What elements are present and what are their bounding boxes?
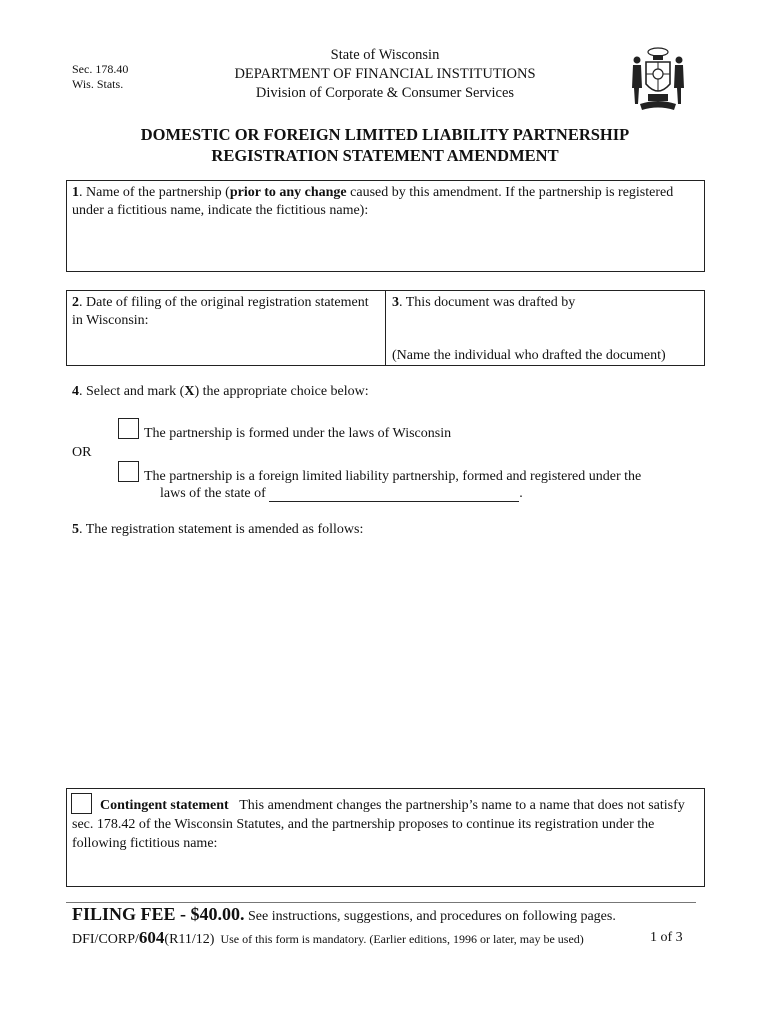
item5-number: 5	[72, 522, 79, 537]
item4-number: 4	[72, 384, 79, 399]
drafter-field[interactable]	[392, 294, 575, 312]
filing-fee-label: FILING FEE - $40.00.	[72, 904, 245, 924]
form-prefix: DFI/CORP/	[72, 932, 139, 947]
item2-number: 2	[72, 295, 79, 310]
item5-label	[72, 522, 363, 538]
foreign-state-input[interactable]	[269, 487, 519, 502]
foreign-checkbox[interactable]	[118, 461, 139, 482]
item1-number: 1	[72, 185, 79, 200]
header-state: State of Wisconsin	[330, 47, 440, 63]
contingent-statement-box	[66, 788, 705, 887]
item4-label	[72, 384, 369, 400]
item1-text-a: . Name of the partnership (	[79, 185, 230, 200]
or-separator: OR	[72, 445, 92, 460]
foreign-state-period: .	[519, 486, 523, 501]
item3-number: 3	[392, 295, 399, 310]
partnership-name-field[interactable]	[66, 180, 705, 272]
title-line-1: DOMESTIC OR FOREIGN LIMITED LIABILITY PARTNERSHIP	[140, 125, 630, 144]
form-revision: (R11/12)	[164, 932, 215, 947]
item5-text: . The registration statement is amended as follows:	[79, 522, 364, 537]
page-number: 1 of 3	[650, 930, 683, 945]
contingent-text	[72, 796, 698, 853]
domestic-option-label: The partnership is formed under the laws of Wisconsin	[144, 426, 452, 441]
form-id	[72, 928, 584, 948]
header-division: Division of Corporate & Consumer Services	[255, 85, 515, 101]
statute-source: Wis. Stats.	[72, 77, 124, 91]
item2-text: . Date of filing of the original registration statement in Wisconsin:	[72, 295, 369, 328]
header-department: DEPARTMENT OF FINANCIAL INSTITUTIONS	[234, 66, 536, 82]
domestic-checkbox[interactable]	[118, 418, 139, 439]
agency-header	[200, 46, 570, 103]
filing-date-field[interactable]	[72, 294, 372, 330]
item4-mark: X	[184, 384, 195, 399]
filing-fee-text: See instructions, suggestions, and procedures on following pages.	[248, 909, 616, 924]
box-divider	[385, 291, 386, 365]
statute-reference	[72, 62, 128, 92]
wisconsin-seal-icon	[626, 44, 690, 116]
contingent-body: This amendment changes the partnership’s name to a name that does not satisfy sec. 178.42 of the Wisconsin Statutes, and the partnership proposes to continue its registration under the following fictitious name:	[72, 798, 685, 851]
foreign-state-label: laws of the state of	[160, 486, 266, 501]
drafter-note: (Name the individual who drafted the document)	[392, 348, 666, 363]
filing-fee	[72, 904, 616, 925]
form-usage-note: Use of this form is mandatory. (Earlier editions, 1996 or later, may be used)	[220, 932, 584, 946]
title-line-2: REGISTRATION STATEMENT AMENDMENT	[211, 146, 559, 165]
foreign-option-label: The partnership is a foreign limited liability partnership, formed and registered under the	[144, 469, 642, 484]
item1-text-b: caused by this amendment. If the partnership is registered under a fictitious name, indicate the fictitious name):	[72, 185, 674, 218]
foreign-state-line	[160, 486, 523, 502]
item1-emphasis: prior to any change	[229, 185, 347, 200]
footer-rule	[66, 902, 696, 903]
filing-date-drafter-box	[66, 290, 705, 366]
item3-text: . This document was drafted by	[399, 295, 576, 310]
contingent-label: Contingent statement	[100, 798, 229, 813]
statute-section: Sec. 178.40	[72, 62, 129, 76]
form-number: 604	[138, 928, 165, 947]
item1-label	[72, 184, 698, 220]
item4-text-b: ) the appropriate choice below:	[194, 384, 369, 399]
form-title	[60, 124, 710, 166]
item4-text-a: . Select and mark (	[79, 384, 185, 399]
